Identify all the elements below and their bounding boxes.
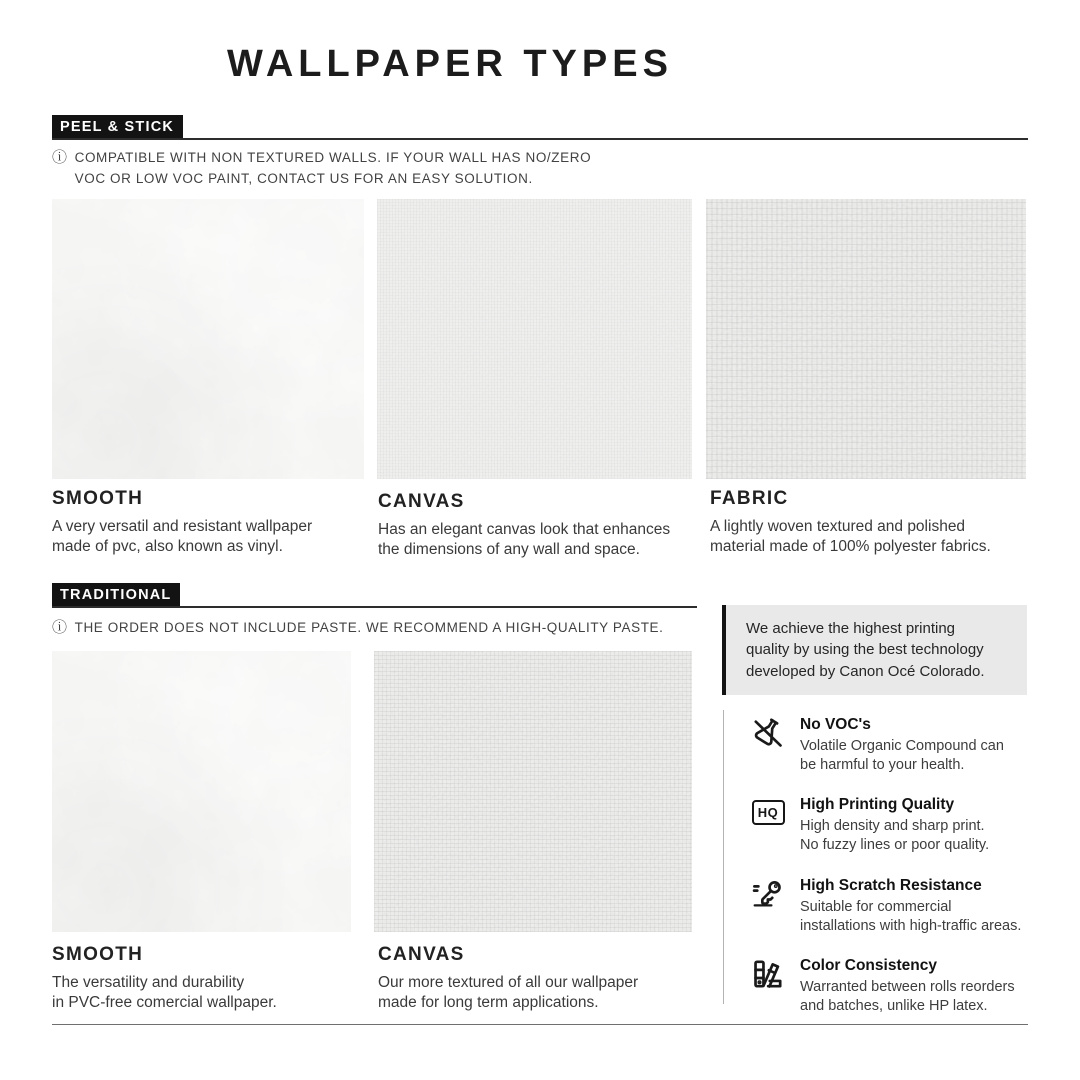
swatch-heading: SMOOTH — [52, 944, 144, 965]
feature-color-consistency — [750, 957, 1027, 1016]
bottom-divider — [52, 1024, 1028, 1025]
peel-stick-badge: PEEL & STICK — [52, 115, 183, 139]
hq-badge-icon: HQ — [750, 796, 786, 832]
label-peel-stick-canvas — [378, 491, 698, 560]
traditional-note — [52, 618, 712, 639]
feature-text: High Scratch Resistance Suitable for commercial installations with high-traffic areas. — [800, 876, 1022, 934]
section-header-traditional — [52, 582, 697, 608]
feature-high-printing-quality — [750, 796, 1027, 855]
swatch-heading: CANVAS — [378, 491, 465, 512]
swatch-heading: FABRIC — [710, 488, 789, 509]
feature-no-voc — [750, 716, 1027, 775]
swatch-heading: CANVAS — [378, 944, 465, 965]
swatch-description: The versatility and durability in PVC-free comercial wallpaper. — [52, 974, 277, 1011]
feature-scratch-resistance — [750, 877, 1027, 936]
label-traditional-smooth — [52, 944, 372, 1013]
no-voc-flask-icon — [750, 716, 786, 752]
traditional-badge: TRADITIONAL — [52, 583, 180, 607]
features-list — [723, 710, 1027, 1014]
swatch-description: Has an elegant canvas look that enhances the dimensions of any wall and space. — [378, 521, 671, 558]
peel-stick-note — [52, 148, 612, 190]
swatch-description: Our more textured of all our wallpaper made for long term applications. — [378, 974, 639, 1011]
feature-text: High Printing Quality High density and sharp print. No fuzzy lines or poor quality. — [800, 796, 990, 854]
key-scratch-icon — [750, 877, 786, 913]
swatch-description: A lightly woven textured and polished material made of 100% polyester fabrics. — [710, 518, 991, 555]
swatch-peel-stick-canvas — [377, 199, 692, 479]
info-icon: ⓘ — [52, 619, 68, 636]
peel-stick-note-text: COMPATIBLE WITH NON TEXTURED WALLS. IF YOUR WALL HAS NO/ZERO VOC OR LOW VOC PAINT, CONTACT US FOR AN EASY SOLUTION. — [74, 150, 592, 186]
section-header-peel-stick — [52, 114, 1028, 140]
color-swatches-icon — [750, 957, 786, 993]
swatch-description: A very versatil and resistant wallpaper made of pvc, also known as vinyl. — [52, 518, 313, 555]
label-traditional-canvas — [378, 944, 698, 1013]
feature-text: Color Consistency Warranted between rolls reorders and batches, unlike HP latex. — [800, 956, 1015, 1014]
info-icon: ⓘ — [52, 149, 68, 166]
page-title: WALLPAPER TYPES — [227, 43, 673, 85]
swatch-peel-stick-fabric — [706, 199, 1026, 479]
swatch-traditional-smooth — [52, 651, 351, 932]
swatch-peel-stick-smooth — [52, 199, 364, 479]
swatch-heading: SMOOTH — [52, 488, 144, 509]
traditional-note-text: THE ORDER DOES NOT INCLUDE PASTE. WE RECOMMEND A HIGH-QUALITY PASTE. — [74, 620, 664, 635]
feature-text: No VOC's Volatile Organic Compound can be harmful to your health. — [800, 716, 1004, 774]
swatch-traditional-canvas — [374, 651, 692, 932]
label-peel-stick-smooth — [52, 488, 372, 557]
label-peel-stick-fabric — [710, 488, 1030, 557]
printing-quality-callout: We achieve the highest printing quality by using the best technology developed by Canon Océ Colorado. — [722, 605, 1027, 695]
